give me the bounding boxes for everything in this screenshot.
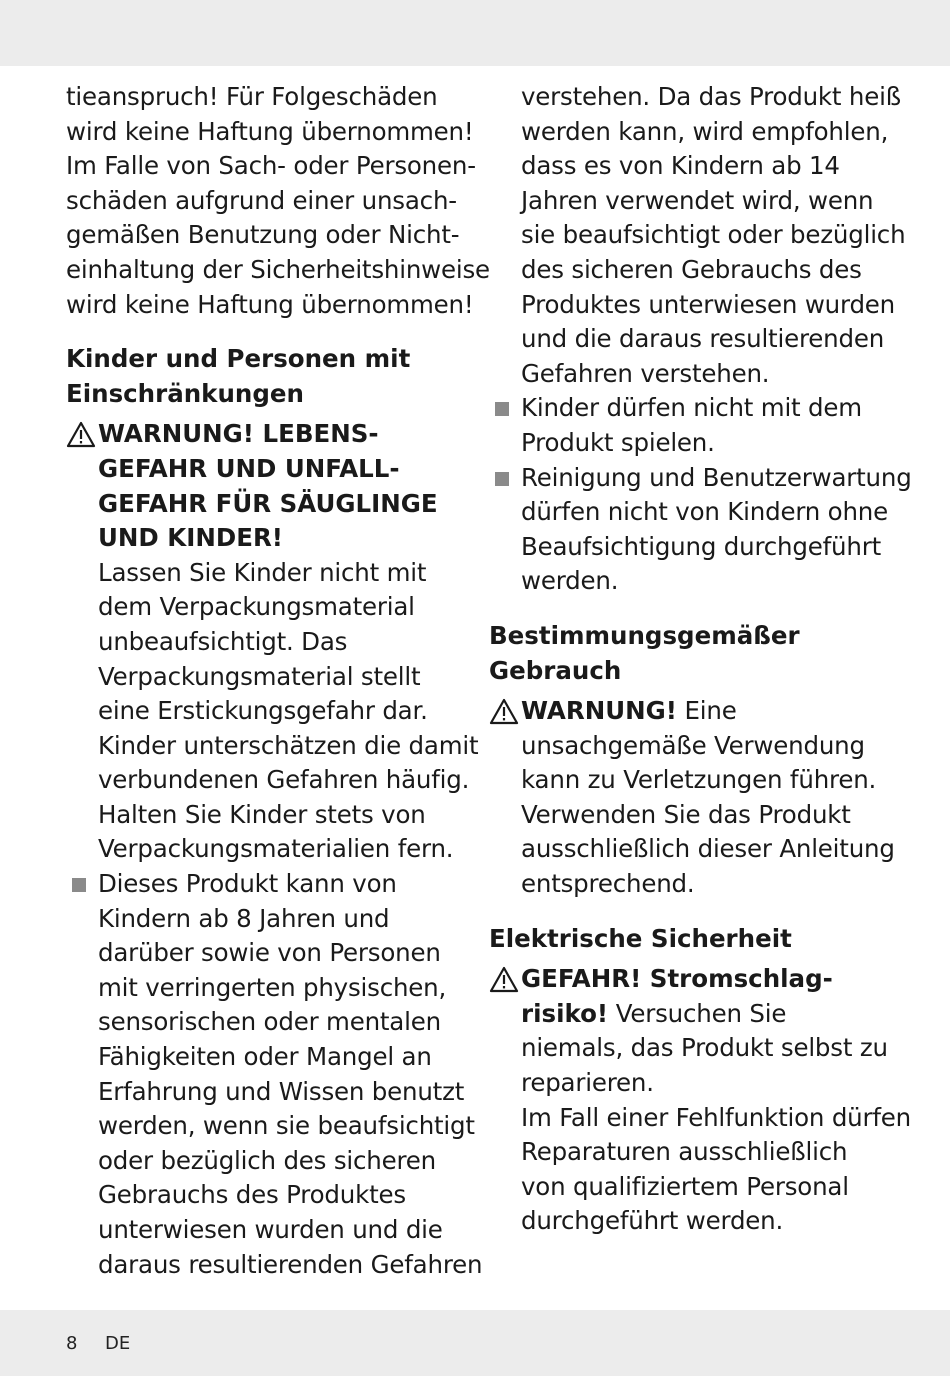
warning-title-line: UND KINDER!: [98, 523, 283, 553]
text-line: dass es von Kindern ab 14: [521, 151, 840, 181]
warning-title-line: GEFAHR FÜR SÄUGLINGE: [98, 488, 438, 518]
text-line: Verpackungsmaterial stellt: [98, 661, 421, 691]
danger-label: risiko!: [521, 998, 609, 1028]
section-heading-intended-use: [489, 619, 899, 688]
text-line: Kindern ab 8 Jahren und: [98, 903, 390, 933]
heading-line: Gebrauch: [489, 655, 622, 685]
danger-label: GEFAHR! Stromschlag-: [521, 964, 833, 994]
page-number: 8: [66, 1333, 78, 1354]
text-line: Gebrauchs des Produktes: [98, 1180, 406, 1210]
text-line: schäden aufgrund einer unsach-: [66, 185, 457, 215]
text-line: verstehen. Da das Produkt heiß: [521, 82, 901, 111]
text-line: niemals, das Produkt selbst zu: [521, 1033, 888, 1063]
text-line: einhaltung der Sicherheitshinweise: [66, 254, 490, 284]
warning-triangle-icon: [489, 966, 519, 993]
text-line: von qualifiziertem Personal: [521, 1171, 849, 1201]
text-line: Erfahrung und Wissen benutzt: [98, 1076, 465, 1106]
text-line: werden.: [521, 566, 619, 596]
text-line: Reinigung und Benutzerwartung: [521, 462, 912, 492]
text-line: Beaufsichtigung durchgeführt: [521, 531, 881, 561]
bullet-item: [489, 461, 912, 599]
square-bullet-icon: [72, 878, 86, 892]
text-line: daraus resultierenden Gefahren: [98, 1249, 483, 1279]
text-line: Fähigkeiten oder Mangel an: [98, 1042, 432, 1072]
danger-block: [489, 962, 912, 1239]
text-line: Reparaturen ausschließlich: [521, 1137, 848, 1167]
text-line: sensorischen oder mentalen: [98, 1007, 441, 1037]
right-column: [489, 80, 912, 1239]
text-line: eine Erstickungsgefahr dar.: [98, 696, 428, 726]
square-bullet-icon: [495, 472, 509, 486]
bullet-item: [489, 391, 899, 460]
warning-triangle-icon: [489, 698, 519, 725]
text-line: dürfen nicht von Kindern ohne: [521, 497, 888, 527]
heading-line: Bestimmungsgemäßer: [489, 620, 800, 650]
text-line: des sicheren Gebrauchs des: [521, 254, 862, 284]
warning-label: WARNUNG!: [521, 696, 677, 726]
text-line: reparieren.: [521, 1068, 654, 1098]
header-band: [0, 0, 950, 66]
text-line: Verpackungsmaterialien fern.: [98, 834, 454, 864]
text-line: Produkt spielen.: [521, 427, 715, 457]
text-line: Halten Sie Kinder stets von: [98, 799, 426, 829]
language-code: DE: [105, 1333, 131, 1354]
text-line: wird keine Haftung übernommen!: [66, 289, 474, 319]
text-line: verbundenen Gefahren häufig.: [98, 765, 470, 795]
text-line: mit verringerten physischen,: [98, 972, 447, 1002]
warning-triangle-icon: [66, 421, 96, 448]
warning-title-line: GEFAHR UND UNFALL-: [98, 453, 400, 483]
warning-title-line: WARNUNG! LEBENS-: [98, 419, 379, 449]
text-line: Gefahren verstehen.: [521, 358, 770, 388]
text-line: unbeaufsichtigt. Das: [98, 626, 348, 656]
text-line: entsprechend.: [521, 869, 695, 899]
text-line: Verwenden Sie das Produkt: [521, 799, 851, 829]
text-line: tieanspruch! Für Folgeschäden: [66, 82, 438, 111]
section-heading-electrical-safety: Elektrische Sicherheit: [489, 923, 792, 953]
text-line: und die daraus resultierenden: [521, 324, 885, 354]
text-line: werden kann, wird empfohlen,: [521, 116, 889, 146]
text-span: Eine: [676, 696, 737, 726]
heading-line: Kinder und Personen mit: [66, 344, 411, 374]
text-line: durchgeführt werden.: [521, 1206, 784, 1236]
section-heading-children: [66, 342, 466, 411]
text-span: Versuchen Sie: [608, 998, 787, 1028]
text-line: unterwiesen wurden und die: [98, 1215, 443, 1244]
text-line: gemäßen Benutzung oder Nicht-: [66, 220, 460, 250]
text-line: kann zu Verletzungen führen.: [521, 765, 877, 795]
text-line: Jahren verwendet wird, wenn: [521, 185, 874, 215]
square-bullet-icon: [495, 402, 509, 416]
text-line: Im Falle von Sach- oder Personen-: [66, 151, 476, 181]
text-line: wird keine Haftung übernommen!: [66, 116, 474, 146]
footer-band: [0, 1310, 950, 1376]
text-line: sie beaufsichtigt oder bezüglich: [521, 220, 906, 250]
text-line: darüber sowie von Personen: [98, 938, 441, 968]
text-line: ausschließlich dieser Anleitung: [521, 834, 895, 864]
text-line: Dieses Produkt kann von: [98, 869, 397, 899]
text-line: Im Fall einer Fehlfunktion dürfen: [521, 1102, 912, 1132]
warning-block: [66, 417, 479, 867]
text-line: Kinder unterschätzen die damit: [98, 730, 479, 760]
text-line: unsachgemäße Verwendung: [521, 730, 865, 760]
text-line: dem Verpackungsmaterial: [98, 592, 415, 622]
text-line: Lassen Sie Kinder nicht mit: [98, 557, 427, 587]
text-line: werden, wenn sie beaufsichtigt: [98, 1111, 475, 1141]
text-line: oder bezüglich des sicheren: [98, 1145, 436, 1175]
bullet-item: [66, 867, 483, 1282]
intro-paragraph: [66, 80, 490, 322]
warning-block: [489, 694, 899, 902]
text-line: Produktes unterwiesen wurden: [521, 289, 896, 319]
heading-line: Einschränkungen: [66, 378, 304, 408]
continued-paragraph: [489, 80, 906, 391]
text-line: Kinder dürfen nicht mit dem: [521, 393, 862, 423]
left-column: [66, 80, 490, 1282]
